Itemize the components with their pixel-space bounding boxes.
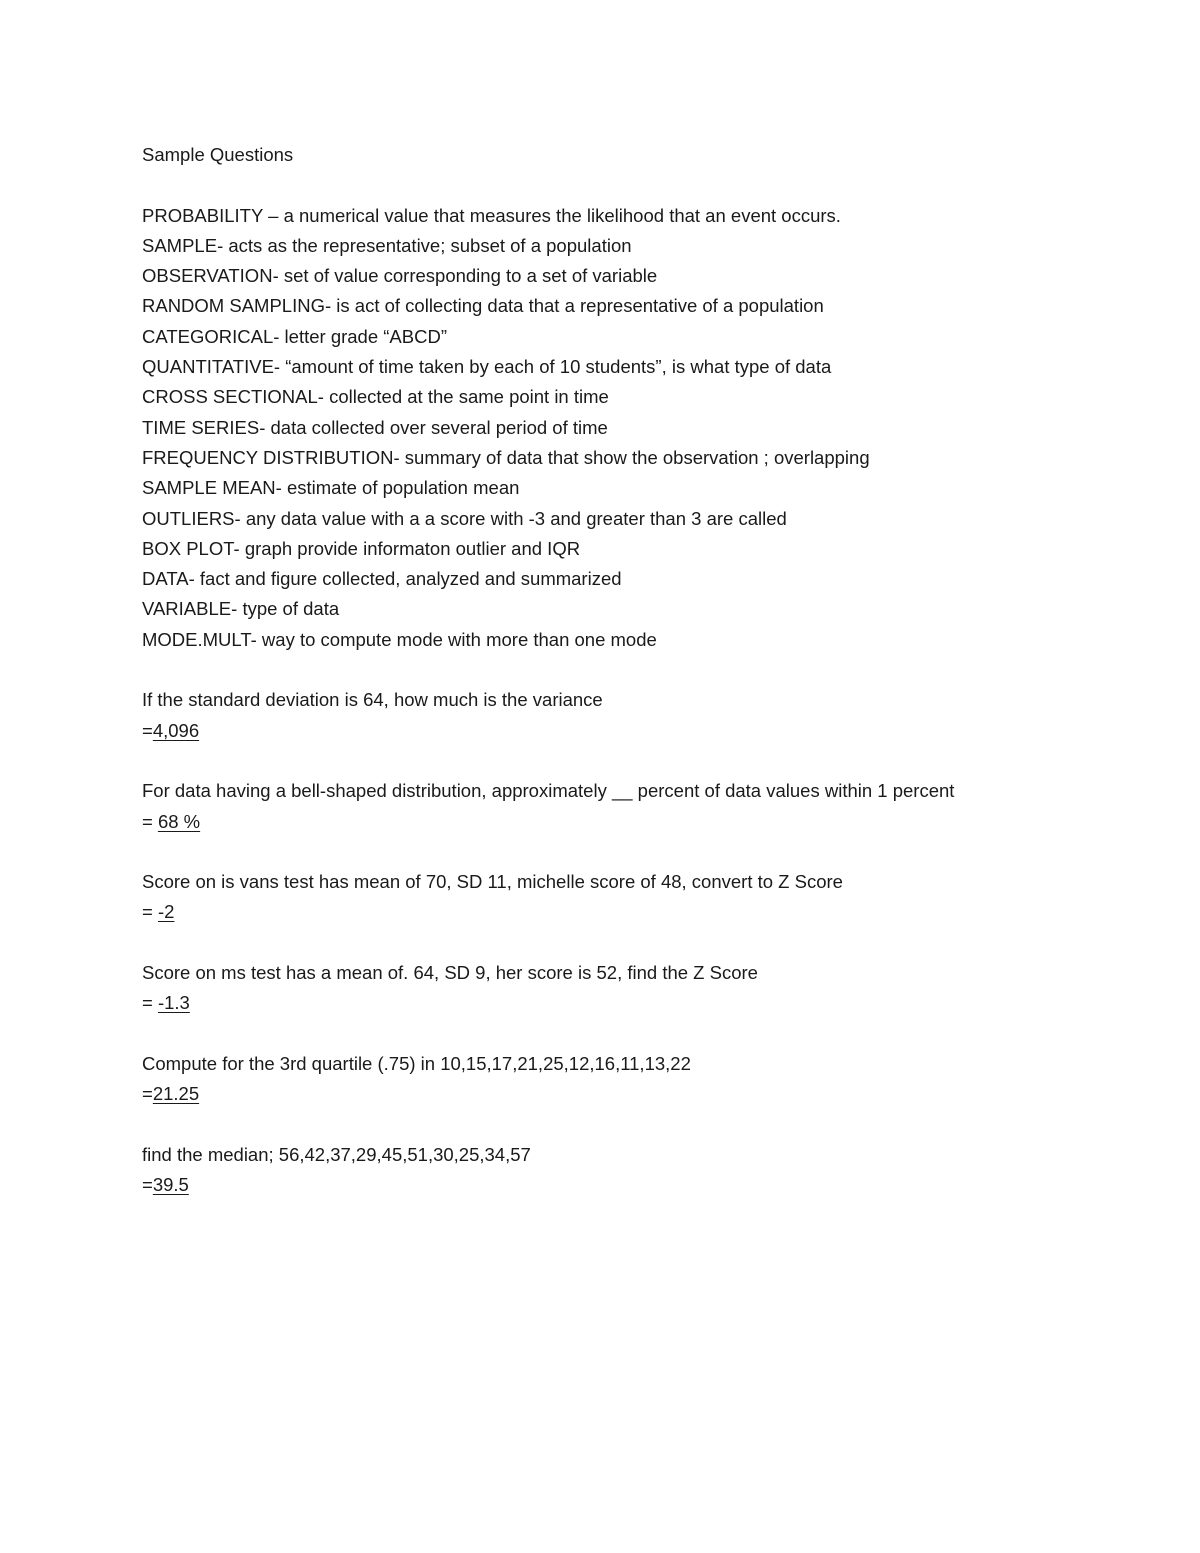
answer-value: -1.3: [157, 992, 190, 1014]
question-block: [142, 776, 1142, 837]
definition-term: QUANTITATIVE: [142, 356, 274, 378]
answer-line: = -1.3: [142, 992, 190, 1014]
question-text: find the median; 56,42,37,29,45,51,30,25,34,57: [142, 1143, 531, 1165]
definition-term: TIME SERIES: [142, 416, 260, 438]
answer-value: 68 %: [157, 810, 201, 832]
definition-item: CROSS SECTIONAL- collected at the same point in time: [142, 386, 609, 408]
answer-value: 39.5: [152, 1174, 189, 1196]
definition-item: QUANTITATIVE- “amount of time taken by each of 10 students”, is what type of data: [142, 356, 832, 378]
definition-text: graph provide informaton outlier and IQR: [244, 537, 581, 559]
definition-text: “amount of time taken by each of 10 students”, is what type of data: [285, 356, 832, 378]
definition-item: VARIABLE- type of data: [142, 598, 340, 620]
definition-term: CROSS SECTIONAL: [142, 386, 318, 408]
definition-term: SAMPLE: [142, 234, 218, 256]
definition-text: letter grade “ABCD”: [284, 325, 447, 347]
definition-text: collected at the same point in time: [329, 386, 609, 408]
definition-item: BOX PLOT- graph provide informaton outlier and IQR: [142, 537, 581, 559]
question-text: Score on is vans test has mean of 70, SD 11, michelle score of 48, convert to Z Score: [142, 871, 843, 893]
definition-item: PROBABILITY – a numerical value that measures the likelihood that an event occurs.: [142, 204, 841, 226]
definition-text: acts as the representative; subset of a population: [228, 234, 632, 256]
definition-text: type of data: [242, 598, 340, 620]
question-block: [142, 867, 1142, 928]
definition-item: SAMPLE- acts as the representative; subset of a population: [142, 234, 632, 256]
question-text: If the standard deviation is 64, how much is the variance: [142, 689, 603, 711]
definition-term: DATA: [142, 568, 189, 590]
definition-text: estimate of population mean: [286, 477, 520, 499]
question-text: Compute for the 3rd quartile (.75) in 10,15,17,21,25,12,16,11,13,22: [142, 1052, 691, 1074]
question-block: [142, 685, 1142, 746]
answer-value: 21.25: [152, 1083, 200, 1105]
definition-term: OBSERVATION: [142, 265, 273, 287]
definition-item: OUTLIERS- any data value with a a score with -3 and greater than 3 are called: [142, 507, 787, 529]
question-block: [142, 1140, 1142, 1201]
definition-term: FREQUENCY DISTRIBUTION: [142, 446, 394, 468]
answer-line: = 68 %: [142, 810, 201, 832]
definition-term: VARIABLE: [142, 598, 232, 620]
definition-text: fact and figure collected, analyzed and summarized: [199, 568, 622, 590]
definition-term: OUTLIERS: [142, 507, 235, 529]
definition-text: way to compute mode with more than one mode: [261, 628, 657, 650]
definition-term: PROBABILITY: [142, 204, 263, 226]
document-page: [142, 140, 1142, 1231]
answer-value: 4,096: [152, 719, 200, 741]
question-block: [142, 958, 1142, 1019]
answer-value: -2: [157, 901, 175, 923]
definition-text: any data value with a a score with -3 and greater than 3 are called: [245, 507, 787, 529]
definition-text: summary of data that show the observation ; overlapping: [404, 446, 870, 468]
answer-line: = -2: [142, 901, 175, 923]
question-text: Score on ms test has a mean of. 64, SD 9, her score is 52, find the Z Score: [142, 962, 758, 984]
definitions-list: [142, 201, 1142, 655]
definition-term: BOX PLOT: [142, 537, 234, 559]
definition-item: CATEGORICAL- letter grade “ABCD”: [142, 325, 447, 347]
definition-text: is act of collecting data that a representative of a population: [336, 295, 824, 317]
definition-item: TIME SERIES- data collected over several period of time: [142, 416, 608, 438]
answer-line: =4,096: [142, 719, 200, 741]
question-text: For data having a bell-shaped distribution, approximately __ percent of data values within 1 percent: [142, 780, 955, 802]
definition-text: set of value corresponding to a set of variable: [283, 265, 658, 287]
definition-text: data collected over several period of time: [270, 416, 608, 438]
answer-line: =39.5: [142, 1174, 189, 1196]
definition-item: DATA- fact and figure collected, analyzed and summarized: [142, 568, 622, 590]
definition-term: RANDOM SAMPLING: [142, 295, 325, 317]
question-block: [142, 1049, 1142, 1110]
definition-item: MODE.MULT- way to compute mode with more than one mode: [142, 628, 657, 650]
definition-item: OBSERVATION- set of value corresponding to a set of variable: [142, 265, 658, 287]
definition-term: SAMPLE MEAN: [142, 477, 276, 499]
definition-term: MODE.MULT: [142, 628, 251, 650]
definition-item: SAMPLE MEAN- estimate of population mean: [142, 477, 520, 499]
definition-item: FREQUENCY DISTRIBUTION- summary of data that show the observation ; overlapping: [142, 446, 870, 468]
definition-item: RANDOM SAMPLING- is act of collecting data that a representative of a population: [142, 295, 824, 317]
answer-line: =21.25: [142, 1083, 200, 1105]
document-title: Sample Questions: [142, 144, 294, 165]
definition-text: a numerical value that measures the likelihood that an event occurs.: [283, 204, 841, 226]
definition-term: CATEGORICAL: [142, 325, 274, 347]
